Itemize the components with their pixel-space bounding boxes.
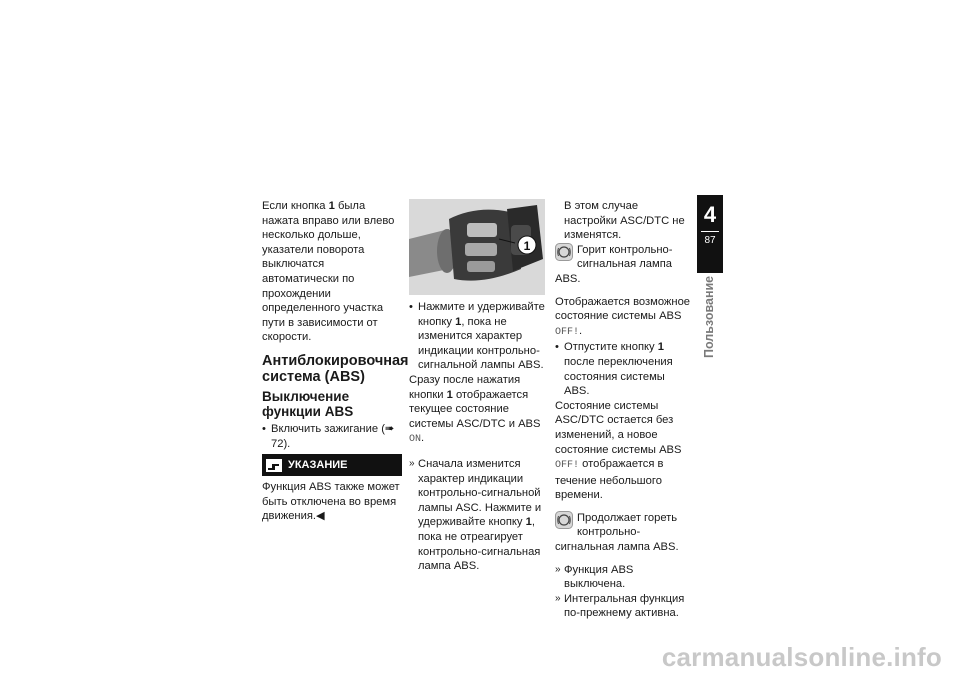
spacer	[555, 287, 691, 295]
lamp-note-2: Продолжает гореть контрольно-сигнальная лампа ABS.	[555, 511, 679, 554]
spacer	[409, 448, 546, 457]
chapter-tab	[697, 195, 723, 273]
abs-warning-lamp-icon	[555, 243, 573, 261]
spacer	[555, 555, 691, 563]
section-heading-abs: Антиблокировочная система (ABS)	[262, 352, 409, 385]
paragraph-current-state: Сразу после нажатия кнопки 1 отображается текущее состояние системы ASC/DTC и ABS ON.	[409, 373, 541, 446]
paragraph-possible-state: Отображается возможное состояние системы ABS OFF!.	[555, 295, 691, 338]
handlebar-switch-photo	[409, 199, 545, 295]
watermark: carmanualsonline.info	[661, 642, 942, 672]
chapter-number: 4	[703, 202, 717, 227]
bullet-press-button: • Нажмите и удерживайте кнопку 1, пока не изменится характер индикации контрольно-сигнальной лампы ABS.	[409, 300, 546, 373]
note-banner	[262, 454, 402, 476]
subsection-heading-abs-off: Выключение функции ABS	[262, 388, 354, 419]
pointing-hand-icon	[266, 459, 282, 472]
handlebar-switch-illustration	[409, 199, 545, 295]
paragraph-new-state: Состояние системы ASC/DTC остается без изменений, а новое состояние системы ABS OFF! отображается в течение небольшого времени.	[555, 399, 682, 502]
page-number: 87	[704, 235, 716, 246]
section-label: Пользование	[702, 275, 716, 358]
result-abs-off: » Функция ABS выключена.	[555, 563, 634, 591]
tab-divider	[701, 231, 719, 232]
abs-warning-lamp-icon	[555, 511, 573, 529]
column-right	[555, 199, 691, 621]
spacer	[555, 503, 691, 511]
paragraph-asc-unchanged: В этом случае настройки ASC/DTC не изменятся.	[564, 200, 685, 242]
result-integral-active: » Интегральная функция по-прежнему активна.	[555, 592, 685, 620]
result-asc-lamp: » Сначала изменится характер индикации контрольно-сигнальной лампы ASC. Нажмите и удерживайте кнопку 1, пока не отреагирует контрольно-сигнальная лампа ABS.	[409, 457, 542, 573]
note-text: Функция ABS также может быть отключена во время движения.◀	[262, 481, 400, 523]
column-left	[262, 199, 409, 524]
column-middle	[409, 199, 546, 574]
bullet-ignition: • Включить зажигание (➠ 72).	[262, 422, 402, 451]
bullet-release-button: • Отпустите кнопку 1 после переключения состояния системы ABS.	[555, 340, 691, 398]
lamp-note-1: Горит контрольно-сигнальная лампа ABS.	[555, 243, 673, 285]
callout-number: 1	[523, 239, 531, 253]
paragraph-turn-signals: Если кнопка 1 была нажата вправо или влево несколько дольше, указатели поворота выключатся автоматически по прохождении определенного участка пути в зависимости от скорости.	[262, 200, 395, 344]
note-label: УКАЗАНИЕ	[288, 458, 348, 471]
